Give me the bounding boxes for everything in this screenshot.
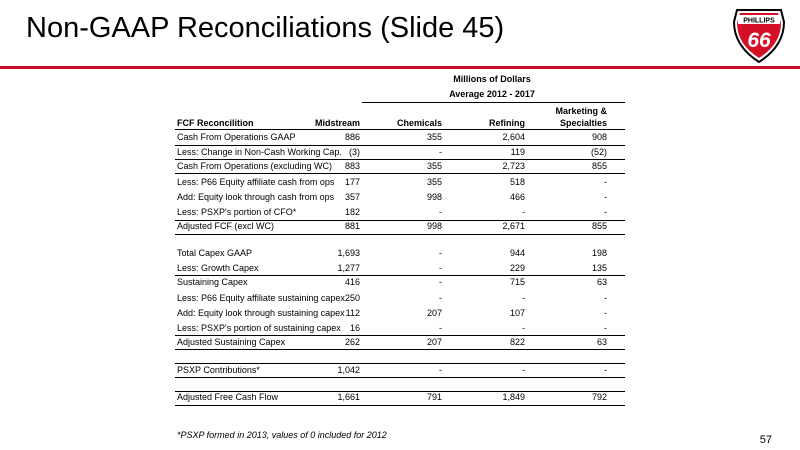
row-rule	[175, 335, 625, 336]
cell-midstream: 182	[344, 207, 360, 217]
table-row	[175, 262, 625, 276]
cell-midstream: 1,042	[337, 365, 360, 375]
cell-chemicals: 355	[426, 161, 442, 171]
cell-refining: 944	[509, 248, 525, 258]
cell-refining: 119	[510, 147, 525, 157]
cell-chemicals: 355	[426, 132, 442, 142]
row-label: Adjusted FCF (excl WC)	[177, 221, 275, 231]
row-label: Less: Change in Non-Cash Working Cap.	[177, 147, 342, 157]
row-rule	[175, 220, 625, 221]
table-row	[175, 292, 625, 306]
header-midstream: Midstream	[314, 118, 360, 128]
cell-marketing-specialties: 908	[591, 132, 607, 142]
table-row	[175, 364, 625, 378]
header-rule	[175, 129, 625, 130]
cell-midstream: 16	[349, 323, 360, 333]
cell-chemicals: 791	[426, 392, 442, 402]
unit-header: Millions of Dollars	[453, 74, 531, 84]
table-row	[175, 220, 625, 234]
table-row	[175, 146, 625, 160]
cell-refining: -	[522, 365, 525, 375]
cell-marketing-specialties: 63	[596, 277, 607, 287]
cell-refining: -	[522, 323, 525, 333]
cell-refining: 2,671	[502, 221, 525, 231]
row-rule	[175, 349, 625, 350]
table-row	[175, 191, 625, 205]
table-header-row	[175, 103, 625, 129]
title-divider	[0, 66, 800, 69]
page-number: 57	[759, 434, 772, 446]
header-ms-line1: Marketing &	[555, 106, 607, 116]
cell-chemicals: -	[439, 248, 442, 258]
logo-top-text: PHILLIPS	[743, 17, 775, 25]
cell-marketing-specialties: -	[604, 308, 607, 318]
table-row	[175, 276, 625, 290]
cell-chemicals: 998	[426, 192, 442, 202]
row-rule	[175, 377, 625, 378]
cell-refining: 229	[509, 263, 525, 273]
cell-refining: 107	[509, 308, 525, 318]
table-row	[175, 160, 625, 174]
cell-refining: -	[522, 207, 525, 217]
cell-refining: 822	[509, 337, 525, 347]
cell-refining: 2,604	[502, 132, 525, 142]
header-refining: Refining	[489, 118, 525, 128]
row-label: Less: P66 Equity affiliate sustaining capex	[177, 293, 345, 303]
cell-chemicals: -	[439, 323, 442, 333]
cell-chemicals: -	[439, 147, 442, 157]
row-label: Less: PSXP's portion of sustaining capex	[177, 323, 341, 333]
cell-refining: 2,723	[502, 161, 525, 171]
cell-marketing-specialties: -	[604, 177, 607, 187]
row-rule	[175, 234, 625, 235]
cell-chemicals: -	[439, 277, 442, 287]
row-rule	[175, 405, 625, 406]
cell-marketing-specialties: 792	[591, 392, 607, 402]
cell-midstream: 883	[344, 161, 360, 171]
row-label: Less: PSXP's portion of CFO*	[177, 207, 297, 217]
row-label: Add: Equity look through cash from ops	[177, 192, 335, 202]
cell-chemicals: -	[439, 293, 442, 303]
row-label: Less: Growth Capex	[177, 263, 259, 273]
table-row	[175, 247, 625, 261]
cell-chemicals: 207	[426, 308, 442, 318]
cell-refining: 518	[509, 177, 525, 187]
row-label: Total Capex GAAP	[177, 248, 253, 258]
cell-midstream: 1,661	[337, 392, 360, 402]
row-rule	[175, 145, 625, 146]
cell-marketing-specialties: 135	[591, 263, 607, 273]
cell-midstream: 416	[344, 277, 360, 287]
cell-marketing-specialties: -	[604, 365, 607, 375]
cell-midstream: 262	[344, 337, 360, 347]
row-label: Sustaining Capex	[177, 277, 248, 287]
cell-midstream: 1,277	[337, 263, 360, 273]
cell-midstream: 881	[344, 221, 360, 231]
header-chemicals: Chemicals	[396, 118, 442, 128]
period-header: Average 2012 - 2017	[449, 89, 535, 99]
logo-number-text: 66	[747, 29, 771, 52]
cell-midstream: 112	[345, 308, 360, 318]
row-label: Cash From Operations GAAP	[177, 132, 296, 142]
cell-marketing-specialties: -	[604, 192, 607, 202]
row-rule	[175, 275, 625, 276]
cell-chemicals: -	[439, 263, 442, 273]
cell-midstream: 250	[344, 293, 360, 303]
table-row	[175, 391, 625, 405]
shield-logo-icon	[731, 6, 787, 64]
cell-chemicals: 355	[426, 177, 442, 187]
footnote: *PSXP formed in 2013, values of 0 included for 2012	[177, 430, 387, 440]
table-row	[175, 322, 625, 336]
slide-title: Non-GAAP Reconciliations (Slide 45)	[26, 12, 505, 44]
cell-marketing-specialties: 198	[591, 248, 607, 258]
cell-midstream: 357	[344, 192, 360, 202]
cell-marketing-specialties: -	[604, 323, 607, 333]
cell-refining: 1,849	[502, 392, 525, 402]
row-label: Add: Equity look through sustaining capex	[177, 308, 345, 318]
cell-chemicals: 998	[426, 221, 442, 231]
row-label: PSXP Contributions*	[177, 365, 260, 375]
row-rule	[175, 159, 625, 160]
cell-refining: 466	[509, 192, 525, 202]
cell-refining: -	[522, 293, 525, 303]
table-row	[175, 336, 625, 350]
row-label: Adjusted Sustaining Capex	[177, 337, 286, 347]
cell-chemicals: -	[439, 365, 442, 375]
phillips66-logo	[731, 6, 787, 64]
cell-chemicals: -	[439, 207, 442, 217]
row-label: Adjusted Free Cash Flow	[177, 392, 279, 402]
row-rule	[175, 173, 625, 174]
cell-marketing-specialties: 855	[591, 221, 607, 231]
cell-chemicals: 207	[426, 337, 442, 347]
row-rule	[175, 391, 625, 392]
row-label: Less: P66 Equity affiliate cash from ops	[177, 177, 335, 187]
row-label: Cash From Operations (excluding WC)	[177, 161, 333, 171]
cell-midstream: (3)	[349, 147, 360, 157]
row-rule	[175, 363, 625, 364]
cell-marketing-specialties: -	[604, 207, 607, 217]
header-label: FCF Reconcilition	[177, 118, 254, 128]
cell-refining: 715	[509, 277, 525, 287]
cell-midstream: 886	[344, 132, 360, 142]
cell-marketing-specialties: 63	[596, 337, 607, 347]
table-row	[175, 307, 625, 321]
cell-marketing-specialties: 855	[591, 161, 607, 171]
cell-marketing-specialties: -	[604, 293, 607, 303]
header-ms-line2: Specialties	[559, 118, 607, 128]
table-row	[175, 176, 625, 190]
cell-marketing-specialties: (52)	[590, 147, 607, 157]
cell-midstream: 177	[344, 177, 360, 187]
cell-midstream: 1,693	[337, 248, 360, 258]
table-row	[175, 206, 625, 220]
table-row	[175, 131, 625, 145]
